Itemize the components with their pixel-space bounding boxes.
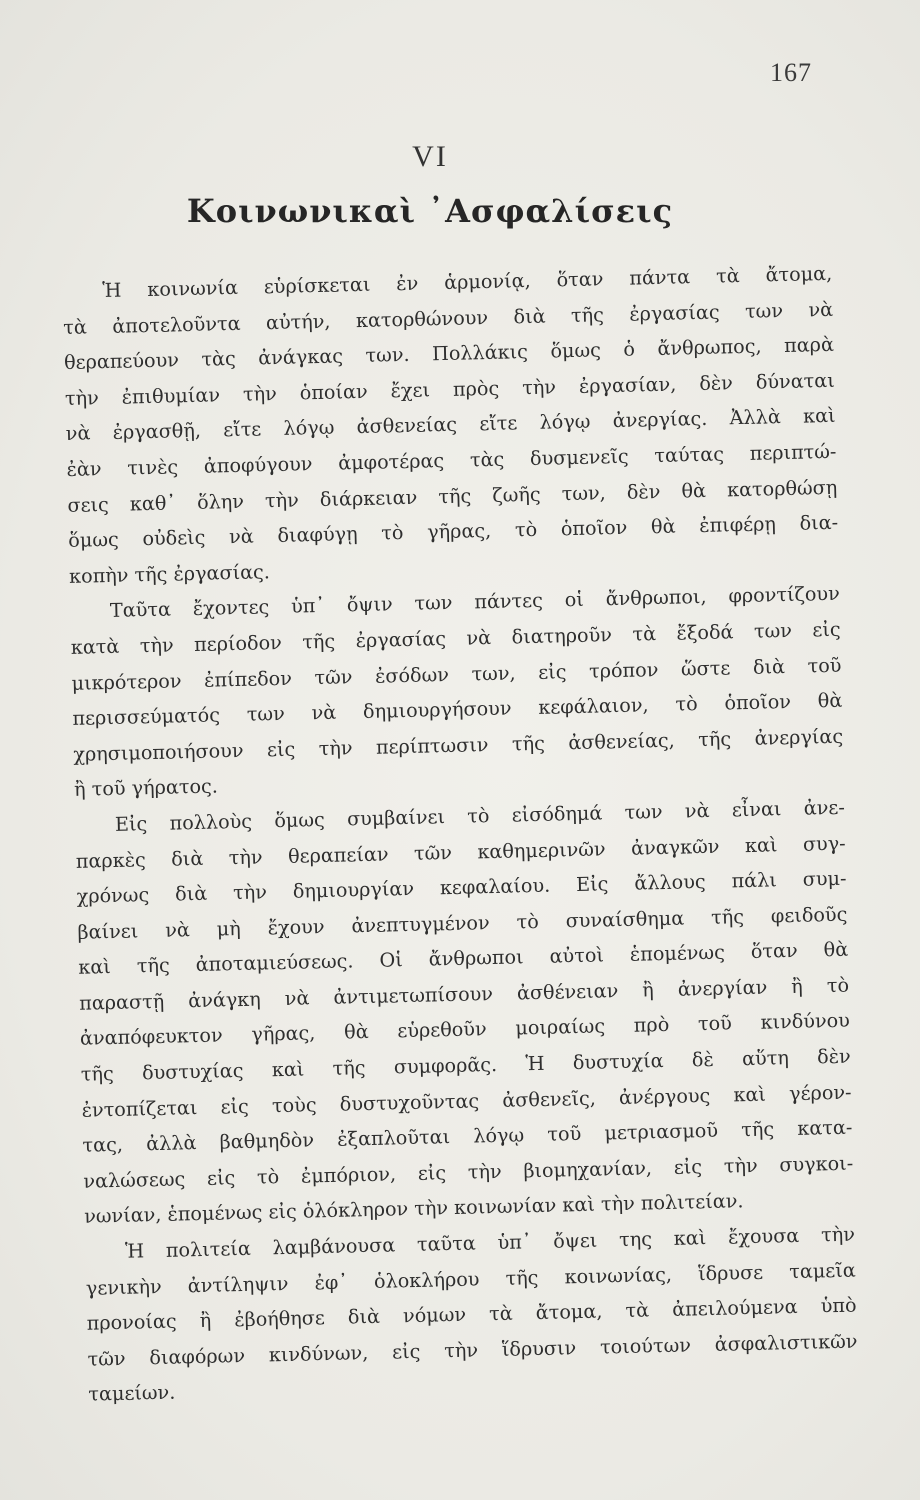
paragraph-1	[62, 256, 839, 594]
text-line: προνοίας ἢ ἐβοήθησε διὰ νόμων τὰ ἄτομα, τὰ ἀπειλούμενα ὑπὸ	[86, 1293, 857, 1335]
text-line: ἐὰν τινὲς ἀποφύγουν ἀμφοτέρας τὰς δυσμενεῖς ταύτας περιπτώ-	[66, 439, 837, 481]
text-line: μικρότερον ἐπίπεδον τῶν ἐσόδων των, εἰς τρόπον ὥστε διὰ τοῦ	[71, 653, 842, 695]
text-line: βαίνει νὰ μὴ ἔχουν ἀνεπτυγμένον τὸ συναίσθημα τῆς φειδοῦς	[77, 902, 848, 944]
text-line: ταμείων.	[88, 1381, 176, 1407]
paragraph-4	[85, 1217, 859, 1413]
text-line: Ἡ κοινωνία εὑρίσκεται ἐν ἁρμονίᾳ, ὅταν πάντα τὰ ἄτομα,	[102, 261, 833, 303]
text-line: ἐντοπίζεται εἰς τοὺς δυστυχοῦντας ἀσθενεῖς, ἀνέργους καὶ γέρον-	[81, 1080, 852, 1122]
text-line: νὰ ἐργασθῇ, εἴτε λόγῳ ἀσθενείας εἴτε λόγῳ ἀνεργίας. Ἀλλὰ καὶ	[65, 404, 836, 446]
page-number: 167	[770, 58, 812, 87]
text-line: χρόνως διὰ τὴν δημιουργίαν κεφαλαίου. Εἰς ἄλλους πάλι συμ-	[76, 866, 847, 908]
chapter-title: Κοινωνικαὶ ᾿Ασφαλίσεις	[186, 192, 674, 230]
text-line: περισσεύματός των νὰ δημιουργήσουν κεφάλαιον, τὸ ὁποῖον θὰ	[72, 688, 843, 730]
text-line: τῶν διαφόρων κινδύνων, εἰς τὴν ἵδρυσιν τοιούτων ἀσφαλιστικῶν	[87, 1329, 858, 1371]
text-line: κοπὴν τῆς ἐργασίας.	[68, 559, 271, 588]
text-line: νωνίαν, ἑπομένως εἰς ὁλόκληρον τὴν κοινωνίαν καὶ τὴν πολιτείαν.	[83, 1189, 744, 1229]
text-line: τας, ἀλλὰ βαθμηδὸν ἐξαπλοῦται λόγῳ τοῦ μετριασμοῦ τῆς κατα-	[82, 1115, 853, 1158]
text-line: θεραπεύουν τὰς ἀνάγκας των. Πολλάκις ὅμως ὁ ἄνθρωπος, παρὰ	[63, 333, 835, 375]
paragraph-3	[75, 790, 855, 1235]
text-line: τῆς δυστυχίας καὶ τῆς συμφορᾶς. Ἡ δυστυχία δὲ αὕτη δὲν	[80, 1044, 851, 1086]
text-line: τὰ ἀποτελοῦντα αὐτήν, κατορθώνουν διὰ τῆς ἐργασίας των νὰ	[62, 297, 834, 339]
text-line: Εἰς πολλοὺς ὅμως συμβαίνει τὸ εἰσόδημά των νὰ εἶναι ἀνε-	[114, 795, 846, 836]
paragraph-2	[70, 576, 845, 808]
text-line: ὅμως οὐδεὶς νὰ διαφύγῃ τὸ γῆρας, τὸ ὁποῖον θὰ ἐπιφέρῃ δια-	[68, 510, 839, 553]
chapter-number: VI	[412, 140, 448, 173]
text-line: χρησιμοποιήσουν εἰς τὴν περίπτωσιν τῆς ἀσθενείας, τῆς ἀνεργίας	[73, 724, 844, 766]
text-line: κατὰ τὴν περίοδον τῆς ἐργασίας νὰ διατηροῦν τὰ ἔξοδά των εἰς	[70, 617, 841, 659]
body-text	[62, 256, 859, 1413]
text-line: ναλώσεως εἰς τὸ ἐμπόριον, εἰς τὴν βιομηχανίαν, εἰς τὴν συγκοι-	[83, 1151, 854, 1193]
text-line: Ἡ πολιτεία λαμβάνουσα ταῦτα ὑπ᾿ ὄψει της καὶ ἔχουσα τὴν	[124, 1222, 856, 1263]
text-line: ἢ τοῦ γήρατος.	[73, 774, 219, 802]
text-line: καὶ τῆς ἀποταμιεύσεως. Οἱ ἄνθρωποι αὐτοὶ ἑπομένως ὅταν θὰ	[78, 937, 849, 980]
text-line: παραστῇ ἀνάγκη νὰ ἀντιμετωπίσουν ἀσθένειαν ἢ ἀνεργίαν ἢ τὸ	[78, 973, 850, 1015]
text-line: ἀναπόφευκτον γῆρας, θὰ εὑρεθοῦν μοιραίως πρὸ τοῦ κινδύνου	[79, 1009, 851, 1051]
text-line: τὴν ἐπιθυμίαν τὴν ὁποίαν ἔχει πρὸς τὴν ἐργασίαν, δὲν δύναται	[64, 368, 835, 410]
text-line: σεις καθ᾿ ὅλην τὴν διάρκειαν τῆς ζωῆς των, δὲν θὰ κατορθώσῃ	[67, 475, 838, 517]
text-line: Ταῦτα ἔχοντες ὑπ᾿ ὄψιν των πάντες οἱ ἄνθρωποι, φροντίζουν	[109, 582, 841, 623]
text-line: παρκὲς διὰ τὴν θεραπείαν τῶν καθημερινῶν ἀναγκῶν καὶ συγ-	[75, 831, 846, 873]
text-line: γενικὴν ἀντίληψιν ἐφ᾿ ὁλοκλήρου τῆς κοινωνίας, ἵδρυσε ταμεῖα	[85, 1258, 856, 1300]
